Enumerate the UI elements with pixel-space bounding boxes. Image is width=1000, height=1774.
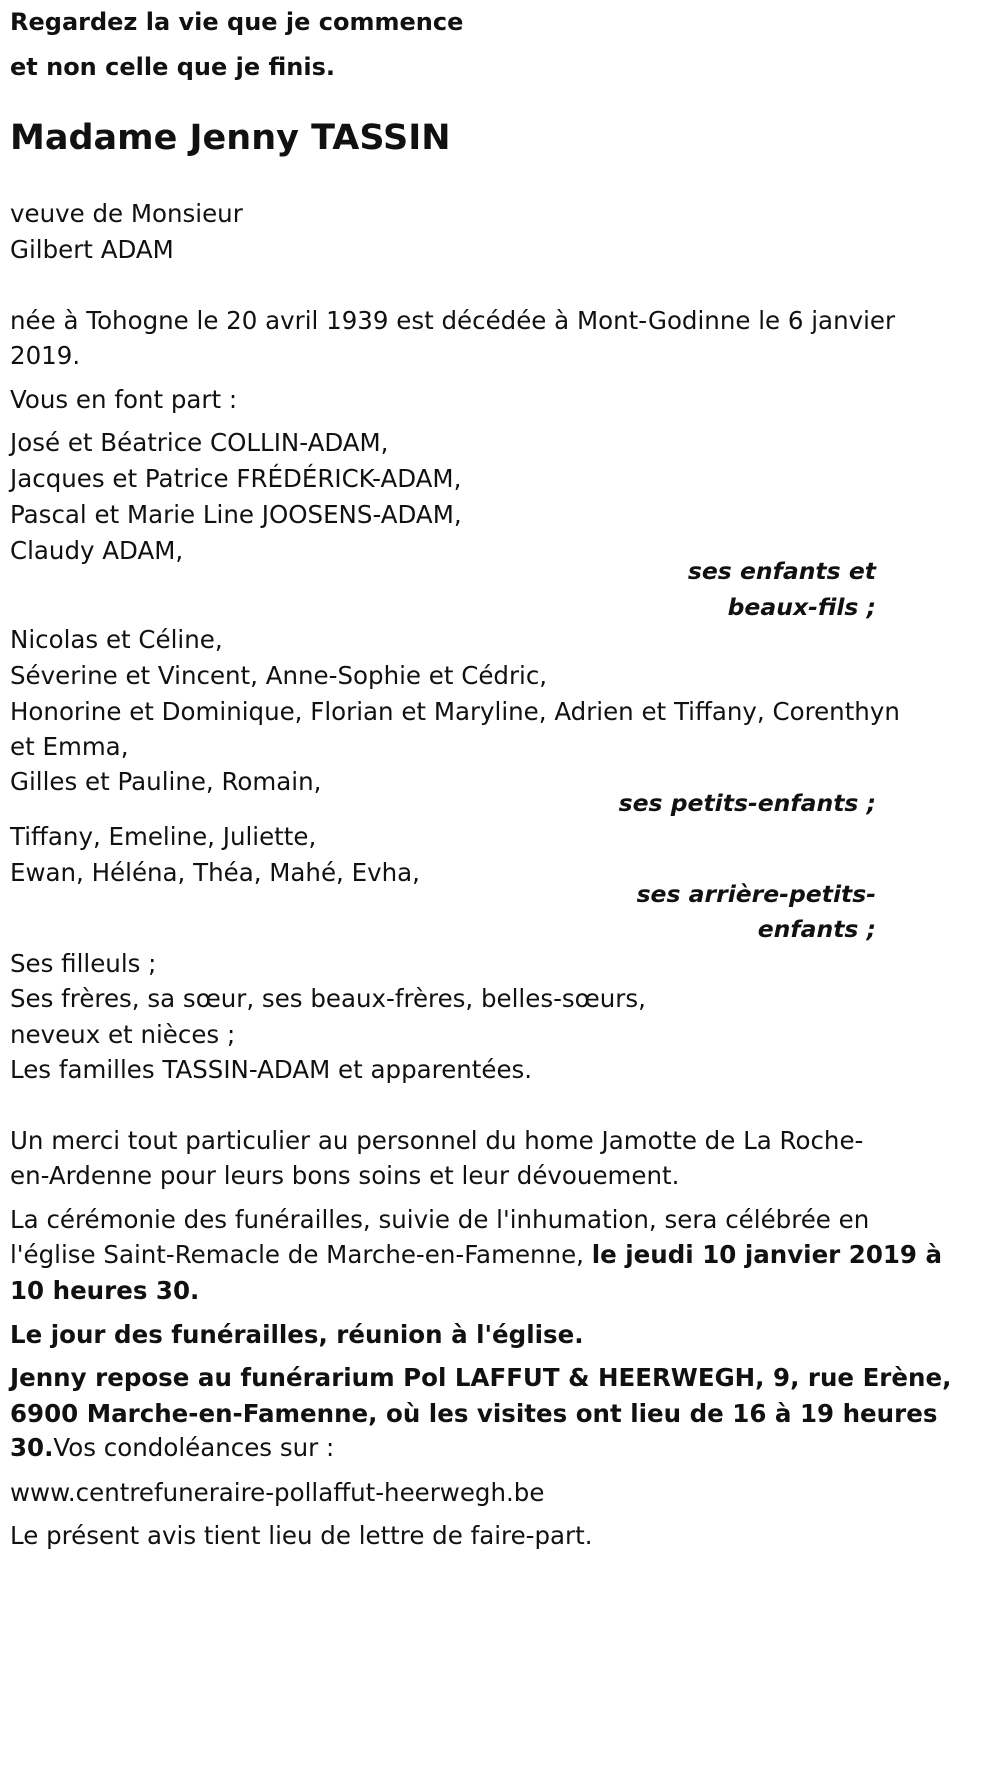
ceremony-line-1: La cérémonie des funérailles, suivie de l'inhumation, sera célébrée en xyxy=(10,1205,870,1234)
ceremony-place: l'église Saint-Remacle de Marche-en-Famenne, xyxy=(10,1240,592,1269)
others-line: Les familles TASSIN-ADAM et apparentées. xyxy=(10,1055,533,1084)
condolences-text: Vos condoléances sur : xyxy=(53,1433,335,1462)
footer-text: Le présent avis tient lieu de lettre de faire-part. xyxy=(10,1521,593,1550)
birth-death-line-1: née à Tohogne le 20 avril 1939 est décédée à Mont-Godinne le 6 janvier xyxy=(10,306,896,335)
deceased-name: Madame Jenny TASSIN xyxy=(10,118,451,158)
grandchildren-line: et Emma, xyxy=(10,732,129,761)
great-grandchildren-line: Tiffany, Emeline, Juliette, xyxy=(10,822,317,851)
great-grandchildren-line: Ewan, Héléna, Théa, Mahé, Evha, xyxy=(10,858,420,887)
grandchildren-line: Gilles et Pauline, Romain, xyxy=(10,767,322,796)
motto-line-2: et non celle que je finis. xyxy=(10,53,335,81)
grandchildren-line: Nicolas et Céline, xyxy=(10,625,223,654)
thanks-line-2: en-Ardenne pour leurs bons soins et leur dévouement. xyxy=(10,1161,680,1190)
children-label-line-1: ses enfants et xyxy=(687,557,876,585)
great-grandchildren-label-line-2: enfants ; xyxy=(757,915,876,943)
website-link[interactable] xyxy=(10,1473,544,1513)
others-line: Ses frères, sa sœur, ses beaux-frères, belles-sœurs, xyxy=(10,984,646,1013)
rest-time-end: 30. xyxy=(10,1433,54,1462)
children-label-line-2: beaux-fils ; xyxy=(727,593,876,621)
thanks-line-1: Un merci tout particulier au personnel du home Jamotte de La Roche- xyxy=(10,1126,864,1155)
children-line: Jacques et Patrice FRÉDÉRICK-ADAM, xyxy=(10,464,462,493)
widow-line-1: veuve de Monsieur xyxy=(10,199,243,228)
others-line: Ses filleuls ; xyxy=(10,949,157,978)
others-line: neveux et nièces ; xyxy=(10,1020,236,1049)
rest-line-3 xyxy=(10,1428,334,1468)
birth-death-line-2: 2019. xyxy=(10,341,81,370)
children-line: José et Béatrice COLLIN-ADAM, xyxy=(10,428,389,457)
ceremony-date: le jeudi 10 janvier 2019 à xyxy=(591,1240,943,1269)
grandchildren-label: ses petits-enfants ; xyxy=(618,789,876,817)
website-url[interactable]: www.centrefuneraire-pollaffut-heerwegh.be xyxy=(10,1478,545,1507)
grandchildren-line: Honorine et Dominique, Florian et Maryline, Adrien et Tiffany, Corenthyn xyxy=(10,697,900,726)
children-line: Claudy ADAM, xyxy=(10,536,184,565)
widow-line-2: Gilbert ADAM xyxy=(10,235,174,264)
ceremony-time: 10 heures 30. xyxy=(10,1276,200,1305)
meeting-text: Le jour des funérailles, réunion à l'église. xyxy=(10,1320,584,1349)
grandchildren-line: Séverine et Vincent, Anne-Sophie et Cédric, xyxy=(10,661,548,690)
ceremony-line-2 xyxy=(10,1235,942,1275)
great-grandchildren-label-line-1: ses arrière-petits- xyxy=(636,880,876,908)
rest-line-1: Jenny repose au funérarium Pol LAFFUT & HEERWEGH, 9, rue Erène, xyxy=(10,1363,952,1392)
announce-text: Vous en font part : xyxy=(10,385,238,414)
children-line: Pascal et Marie Line JOOSENS-ADAM, xyxy=(10,500,462,529)
rest-line-2: 6900 Marche-en-Famenne, où les visites ont lieu de 16 à 19 heures xyxy=(10,1399,938,1428)
motto-line-1: Regardez la vie que je commence xyxy=(10,8,464,36)
